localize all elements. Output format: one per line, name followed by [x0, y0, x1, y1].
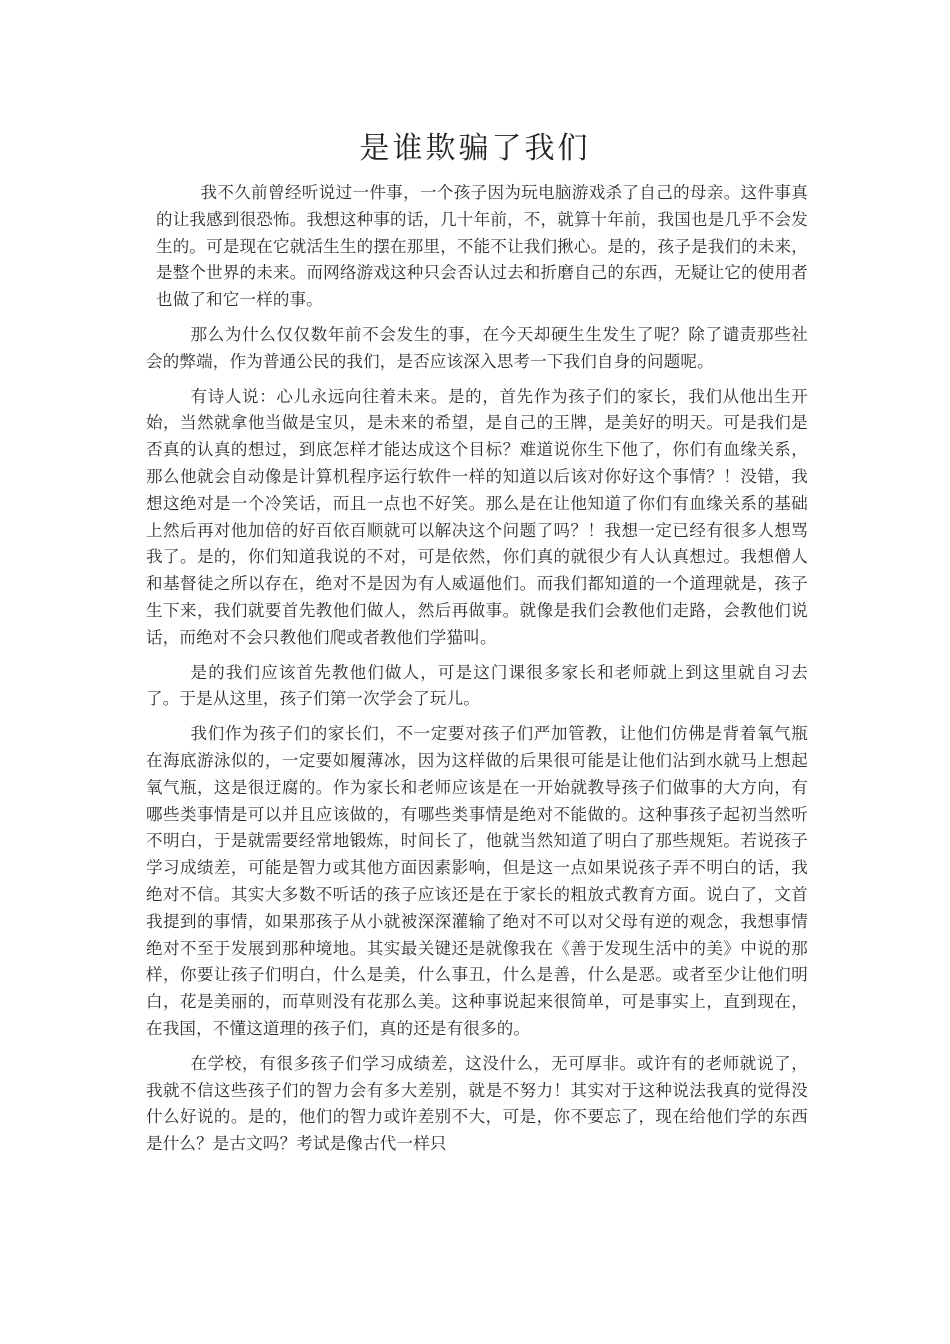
paragraph-1: 我不久前曾经听说过一件事，一个孩子因为玩电脑游戏杀了自己的母亲。这件事真的让我感到很恐怖。我想这种事的话，几十年前，不，就算十年前，我国也是几乎不会发生的。可是现在它就活生生的摆在那里，不能不让我们揪心。是的，孩子是我们的未来，是整个世界的未来。而网络游戏这种只会否认过去和折磨自己的东西，无疑让它的使用者也做了和它一样的事。 — [156, 183, 808, 310]
document-body — [146, 180, 808, 1166]
paragraph-2: 那么为什么仅仅数年前不会发生的事，在今天却硬生生发生了呢？除了谴责那些社会的弊端，作为普通公民的我们，是否应该深入思考一下我们自身的问题呢。 — [146, 324, 808, 371]
document-title: 是谁欺骗了我们 — [359, 131, 591, 166]
paragraph-4: 是的我们应该首先教他们做人，可是这门课很多家长和老师就上到这里就自习去了。于是从这里，孩子们第一次学会了玩儿。 — [146, 662, 808, 709]
paragraph-5: 我们作为孩子们的家长们，不一定要对孩子们严加管教，让他们仿佛是背着氧气瓶在海底游泳似的，一定要如履薄冰，因为这样做的后果很可能是让他们沾到水就马上想起氧气瓶，这是很迂腐的。作为家长和老师应该是在一开始就教导孩子们做事的大方向，有哪些类事情是可以并且应该做的，有哪些类事情是绝对不能做的。这种事孩子起初当然听不明白，于是就需要经常地锻炼，时间长了，他就当然知道了明白了那些规矩。若说孩子学习成绩差，可能是智力或其他方面因素影响，但是这一点如果说孩子弄不明白的话，我绝对不信。其实大多数不听话的孩子应该还是在于家长的粗放式教育方面。说白了，文首我提到的事情，如果那孩子从小就被深深灌输了绝对不可以对父母有逆的观念，我想事情绝对不至于发展到那种境地。其实最关键还是就像我在《善于发现生活中的美》中说的那样，你要让孩子们明白，什么是美，什么事丑，什么是善，什么是恶。或者至少让他们明白，花是美丽的，而草则没有花那么美。这种事说起来很简单，可是事实上，直到现在，在我国，不懂这道理的孩子们，真的还是有很多的。 — [146, 724, 808, 1038]
paragraph-3: 有诗人说：心儿永远向往着未来。是的，首先作为孩子们的家长，我们从他出生开始，当然就拿他当做是宝贝，是未来的希望，是自己的王牌，是美好的明天。可是我们是否真的认真的想过，到底怎样才能达成这个目标？难道说你生下他了，你们有血缘关系，那么他就会自动像是计算机程序运行软件一样的知道以后该对你好这个事情？！没错，我想这绝对是一个冷笑话，而且一点也不好笑。那么是在让他知道了你们有血缘关系的基础上然后再对他加倍的好百依百顺就可以解决这个问题了吗？！我想一定已经有很多人想骂我了。是的，你们知道我说的不对，可是依然，你们真的就很少有人认真想过。我想僧人和基督徒之所以存在，绝对不是因为有人威逼他们。而我们都知道的一个道理就是，孩子生下来，我们就要首先教他们做人，然后再做事。就像是我们会教他们走路，会教他们说话，而绝对不会只教他们爬或者教他们学猫叫。 — [146, 386, 808, 647]
paragraph-6: 在学校，有很多孩子们学习成绩差，这没什么，无可厚非。或许有的老师就说了，我就不信这些孩子们的智力会有多大差别，就是不努力！其实对于这种说法我真的觉得没什么好说的。是的，他们的智力或许差别不大，可是，你不要忘了，现在给他们学的东西是什么？是古文吗？考试是像古代一样只 — [146, 1053, 808, 1154]
